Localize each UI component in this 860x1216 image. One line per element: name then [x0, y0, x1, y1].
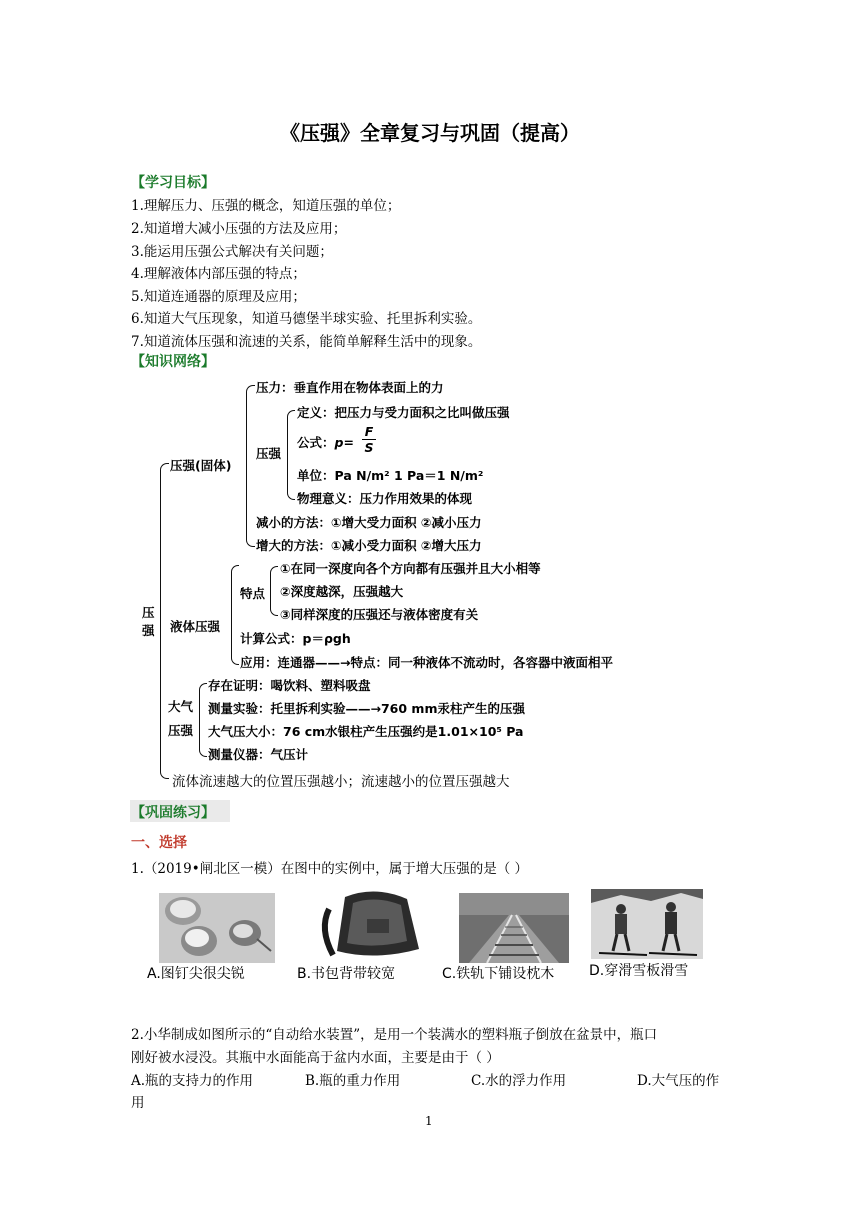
formula-numerator: F: [362, 425, 376, 440]
increase-method-line: 增大的方法：①减小受力面积 ②增大压力: [256, 538, 482, 553]
feature-brace: [270, 566, 278, 616]
goal-item-7: 7.知道流体压强和流速的关系，能简单解释生活中的现象。: [131, 334, 482, 350]
feature-2: ②深度越深，压强越大: [280, 584, 404, 599]
goal-item-6: 6.知道大气压现象，知道马德堡半球实验、托里拆利实验。: [131, 311, 482, 327]
feature-3: ③同样深度的压强还与液体密度有关: [280, 607, 479, 622]
feature-1: ①在同一深度向各个方向都有压强并且大小相等: [280, 561, 541, 576]
solid-brace: [246, 385, 255, 547]
goal-item-4: 4.理解液体内部压强的特点；: [131, 266, 306, 282]
network-heading: 【知识网络】: [131, 354, 215, 370]
evidence-line: 存在证明：喝饮料、塑料吸盘: [208, 678, 371, 693]
calc-formula-line: 计算公式：p＝ρgh: [240, 631, 351, 646]
practice-heading: 【巩固练习】: [131, 805, 215, 821]
goal-item-1: 1.理解压力、压强的概念，知道压强的单位；: [131, 198, 401, 214]
q2-option-a: A.瓶的支持力的作用: [131, 1073, 254, 1089]
feature-label: 特点: [240, 586, 266, 601]
q1-option-d: D.穿滑雪板滑雪: [589, 963, 689, 979]
atmosphere-label-2: 压强: [168, 723, 194, 738]
backpack-image: [315, 889, 435, 963]
formula-prefix: 公式：: [297, 435, 335, 450]
goals-heading: 【学习目标】: [131, 175, 215, 191]
skiing-icon: [591, 889, 703, 959]
pressure-force-line: 压力：垂直作用在物体表面上的力: [256, 380, 444, 395]
meaning-line: 物理意义：压力作用效果的体现: [297, 491, 473, 506]
solid-pressure-label: 压强(固体): [170, 458, 232, 473]
formula-denominator: S: [364, 440, 374, 455]
q2-option-d: D.大气压的作: [637, 1073, 720, 1089]
goal-item-5: 5.知道连通器的原理及应用；: [131, 289, 306, 305]
skiing-image: [591, 889, 703, 959]
thumbtack-image: [159, 893, 275, 963]
pressure-sub-brace: [287, 410, 295, 500]
page-title: 《压强》全章复习与巩固（提高）: [280, 121, 580, 145]
goal-item-2: 2.知道增大减小压强的方法及应用；: [131, 221, 347, 237]
section-title: 一、选择: [131, 835, 187, 851]
formula-p: p: [334, 435, 344, 450]
fluid-line: 流体流速越大的位置压强越小；流速越小的位置压强越大: [172, 774, 510, 790]
formula-eq: =: [343, 435, 354, 450]
magnitude-line: 大气压大小：76 cm水银柱产生压强约是1.01×10⁵ Pa: [208, 724, 524, 739]
railway-image: [459, 893, 569, 963]
q2-option-c: C.水的浮力作用: [471, 1073, 567, 1089]
unit-line: 单位：Pa N/m² 1 Pa＝1 N/m²: [297, 468, 484, 483]
instrument-line: 测量仪器：气压计: [208, 747, 309, 762]
thumbtack-icon: [159, 893, 275, 963]
liquid-pressure-label: 液体压强: [170, 619, 221, 634]
decrease-method-line: 减小的方法：①增大受力面积 ②减小压力: [256, 515, 482, 530]
backpack-icon: [315, 889, 435, 963]
liquid-brace: [231, 565, 239, 665]
q2-stem-line-2: 刚好被水浸没。其瓶中水面能高于盆内水面，主要是由于（ ）: [131, 1050, 500, 1066]
q2-option-d-continued: 用: [131, 1095, 145, 1111]
atmosphere-label-1: 大气: [168, 699, 194, 714]
q1-option-c: C.铁轨下铺设枕木: [442, 966, 555, 982]
page-number: 1: [425, 1114, 433, 1128]
pressure-sub-label: 压强: [256, 446, 282, 461]
q2-stem-line-1: 2.小华制成如图所示的“自动给水装置”，是用一个装满水的塑料瓶子倒放在盆景中，瓶口: [131, 1027, 658, 1043]
goal-item-3: 3.能运用压强公式解决有关问题；: [131, 244, 333, 260]
q2-option-b: B.瓶的重力作用: [305, 1073, 401, 1089]
definition-line: 定义：把压力与受力面积之比叫做压强: [297, 405, 510, 420]
application-line: 应用：连通器——→特点：同一种液体不流动时，各容器中液面相平: [240, 655, 613, 670]
network-root-label: 压 强: [142, 605, 155, 638]
formula-line: [297, 433, 354, 451]
atmosphere-brace: [199, 683, 207, 757]
railway-icon: [459, 893, 569, 963]
experiment-line: 测量实验：托里拆利实验——→760 mm汞柱产生的压强: [208, 701, 525, 716]
q1-option-b: B.书包背带较宽: [297, 966, 396, 982]
q1-stem: 1.（2019•闸北区一模）在图中的实例中，属于增大压强的是（ ）: [131, 861, 528, 877]
q1-option-a: A.图钉尖很尖锐: [147, 966, 245, 982]
